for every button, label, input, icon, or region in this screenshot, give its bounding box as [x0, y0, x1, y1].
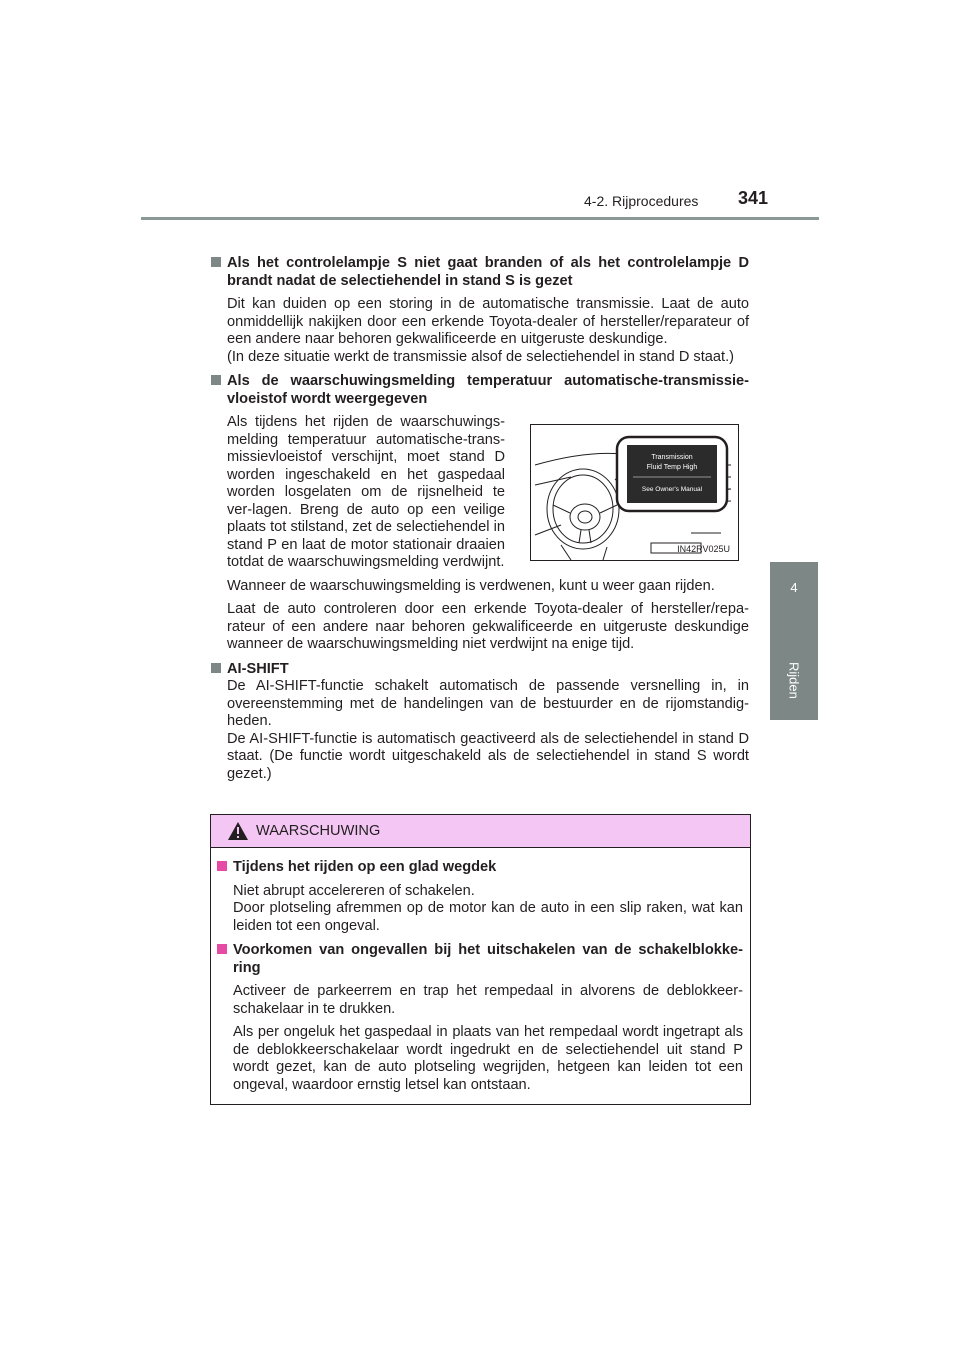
paragraph: Wanneer de waarschuwingsmelding is verdwenen, kunt u weer gaan rijden. [227, 577, 715, 594]
chapter-tab [770, 562, 818, 720]
paragraph: De AI-SHIFT-functie schakelt automatisch de passende versnelling in, in overeenstemming met de handelingen van de bestuurder en de rijomstandig-heden. [227, 678, 749, 729]
square-bullet-icon [217, 861, 227, 871]
warning-heading [217, 859, 743, 877]
square-bullet-icon [217, 944, 227, 954]
square-bullet-icon [211, 375, 221, 385]
heading-text: Tijdens het rijden op een glad wegdek [233, 859, 497, 875]
paragraph: Dit kan duiden op een storing in de automatische transmissie. Laat de auto onmiddellijk nakijken door een erkende Toyota-dealer of hersteller/reparateur of een andere naar behoren gekwalificeerde en uitgeruste deskundige. [227, 296, 749, 347]
paragraph: Als tijdens het rijden de waarschuwings-melding temperatuur automatische-trans-missievloeistof verschijnt, moet stand D worden ingeschakeld en het gaspedaal worden losgelaten om de rijsnelheid te ver-lagen. Breng de auto op een veilige plaats tot stilstand, zet de selectiehendel in stand P en laat de motor stationair draaien totdat de waarschuwingsmelding verdwijnt. [227, 414, 505, 570]
warning-heading [217, 942, 743, 977]
section-heading [211, 373, 749, 408]
display-text: Fluid Temp High [646, 464, 698, 471]
paragraph: Als per ongeluk het gaspedaal in plaats van het rempedaal wordt ingetrapt als de deblokkeerschakelaar wordt ingedrukt en de selectiehendel uit stand P wordt gezet, kan de auto plotseling wegrijden, hetgeen kan leiden tot een ongeval, waardoor ernstig letsel kan ontstaan. [233, 1024, 743, 1093]
warning-body [217, 859, 743, 1094]
display-text: Transmission [651, 454, 693, 461]
heading-text: Voorkomen van ongevallen bij het uitschakelen van de schakelblokke-ring [233, 942, 743, 976]
heading-text: Als de waarschuwingsmelding temperatuur automatische-transmissie-vloeistof wordt weergegeven [227, 373, 749, 407]
square-bullet-icon [211, 663, 221, 673]
paragraph: Activeer de parkeerrem en trap het rempedaal in alvorens de deblokkeer-schakelaar in te drukken. [233, 983, 743, 1017]
paragraph: Door plotseling afremmen op de motor kan de auto in een slip raken, wat kan leiden tot een ongeval. [233, 900, 743, 934]
section-heading [211, 661, 749, 679]
header-rule [141, 217, 819, 220]
warning-box [210, 814, 751, 1105]
heading-text: Als het controlelampje S niet gaat branden of als het controlelampje D brandt nadat de selectiehendel in stand S is gezet [227, 255, 749, 289]
display-text: See Owner's Manual [641, 486, 703, 493]
heading-text: AI-SHIFT [227, 660, 289, 677]
section-title: 4-2. Rijprocedures [584, 193, 699, 209]
paragraph: De AI-SHIFT-functie is automatisch geactiveerd als de selectiehendel in stand D staat. (De functie wordt uitgeschakeld als de selectiehendel in stand S wordt gezet.) [227, 730, 749, 782]
chapter-number: 4 [790, 580, 798, 595]
paragraph: Niet abrupt accelereren of schakelen. [233, 882, 475, 899]
warning-triangle-icon [227, 821, 249, 841]
text-with-figure [227, 414, 749, 572]
paragraph: (In deze situatie werkt de transmissie alsof de selectiehendel in stand D staat.) [227, 348, 734, 365]
warning-title: WAARSCHUWING [256, 823, 381, 839]
chapter-label: Rijden [786, 661, 802, 699]
figure-code: IN42RV025U [677, 543, 730, 554]
main-content [211, 255, 749, 783]
warning-header [211, 815, 750, 848]
section-heading [211, 255, 749, 290]
paragraph: Laat de auto controleren door een erkende Toyota-dealer of hersteller/repa-rateur of een andere naar behoren gekwalificeerde en uitgeruste deskundige wanneer de waarschuwingsmelding niet verdwijnt na enige tijd. [227, 601, 749, 652]
page-number: 341 [738, 188, 769, 208]
square-bullet-icon [211, 257, 221, 267]
dashboard-illustration [530, 424, 739, 561]
